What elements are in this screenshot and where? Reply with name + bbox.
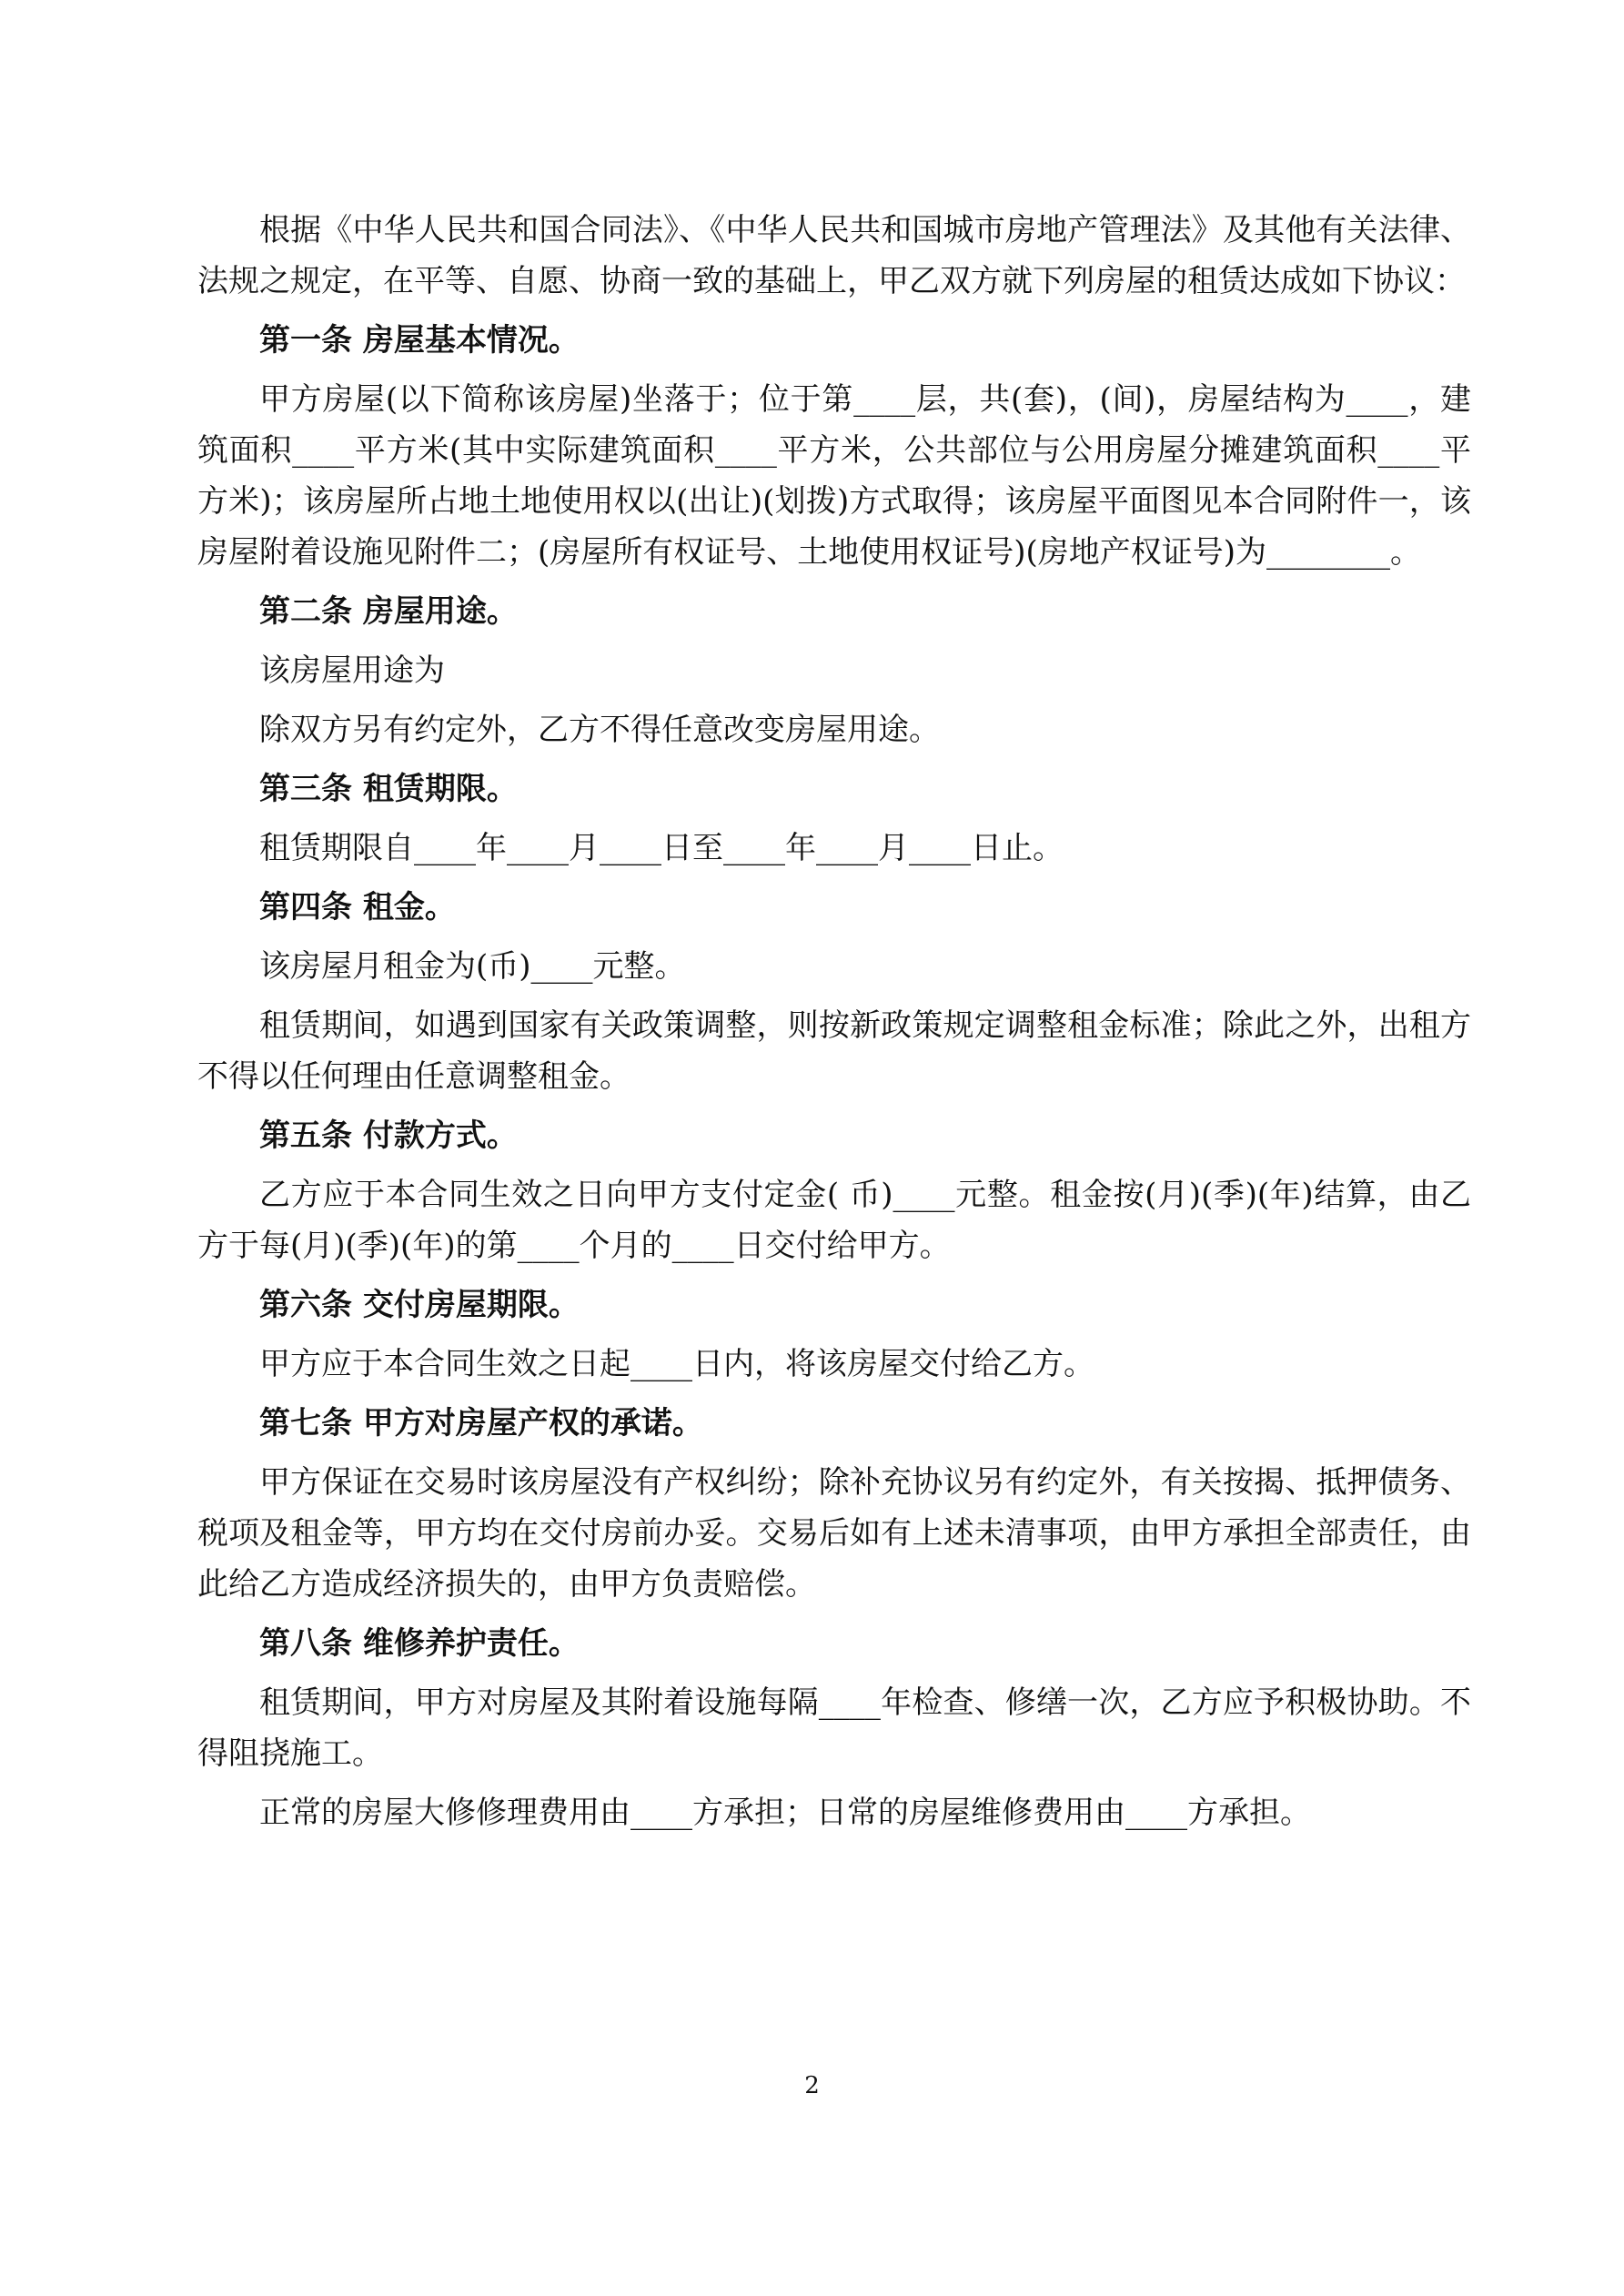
article-2-paragraph-2: 除双方另有约定外，乙方不得任意改变房屋用途。 xyxy=(259,712,940,748)
article-7-heading: 第七条 甲方对房屋产权的承诺。 xyxy=(259,1405,703,1441)
article-5-heading: 第五条 付款方式。 xyxy=(259,1118,518,1154)
article-3-paragraph: 租赁期限自____年____月____日至____年____月____日止。 xyxy=(259,830,1064,866)
article-1-heading: 第一条 房屋基本情况。 xyxy=(259,322,580,359)
article-6-heading: 第六条 交付房屋期限。 xyxy=(259,1287,580,1323)
page-number: 2 xyxy=(804,2072,820,2099)
article-4-heading: 第四条 租金。 xyxy=(259,889,456,925)
article-8-heading: 第八条 维修养护责任。 xyxy=(259,1625,580,1662)
article-6-paragraph: 甲方应于本合同生效之日起____日内，将该房屋交付给乙方。 xyxy=(259,1346,1094,1382)
article-2-paragraph-1: 该房屋用途为 xyxy=(259,652,445,689)
intro-paragraph: 根据《中华人民共和国合同法》、《中华人民共和国城市房地产管理法》及其他有关法律、法规之规定，在平等、自愿、协商一致的基础上，甲乙双方就下列房屋的租赁达成如下协议： xyxy=(197,212,1471,299)
article-1-paragraph: 甲方房屋(以下简称该房屋)坐落于；位于第____层，共(套)，(间)，房屋结构为____，建筑面积____平方米(其中实际建筑面积____平方米，公共部位与公用房屋分摊建筑面积____平方米)；该房屋所占地土地使用权以(出让)(划拨)方式取得；该房屋平面图见本合同附件一，该房屋附着设施见附件二；(房屋所有权证号、土地使用权证号)(房地产权证号)为________。 xyxy=(197,381,1471,571)
article-4-paragraph-2: 租赁期间，如遇到国家有关政策调整，则按新政策规定调整租金标准；除此之外，出租方不得以任何理由任意调整租金。 xyxy=(197,1007,1471,1095)
article-7-paragraph: 甲方保证在交易时该房屋没有产权纠纷；除补充协议另有约定外，有关按揭、抵押债务、税项及租金等，甲方均在交付房前办妥。交易后如有上述未清事项，由甲方承担全部责任，由此给乙方造成经济损失的，由甲方负责赔偿。 xyxy=(197,1464,1471,1603)
article-2-heading: 第二条 房屋用途。 xyxy=(259,593,518,630)
article-8-paragraph-2: 正常的房屋大修修理费用由____方承担；日常的房屋维修费用由____方承担。 xyxy=(259,1795,1311,1831)
document-body xyxy=(197,205,1471,1846)
article-8-paragraph-1: 租赁期间，甲方对房屋及其附着设施每隔____年检查、修缮一次，乙方应予积极协助。不得阻挠施工。 xyxy=(197,1684,1471,1772)
article-5-paragraph: 乙方应于本合同生效之日向甲方支付定金( 币)____元整。租金按(月)(季)(年)结算，由乙方于每(月)(季)(年)的第____个月的____日交付给甲方。 xyxy=(197,1177,1471,1264)
article-3-heading: 第三条 租赁期限。 xyxy=(259,771,518,807)
article-4-paragraph-1: 该房屋月租金为(币)____元整。 xyxy=(259,948,686,985)
